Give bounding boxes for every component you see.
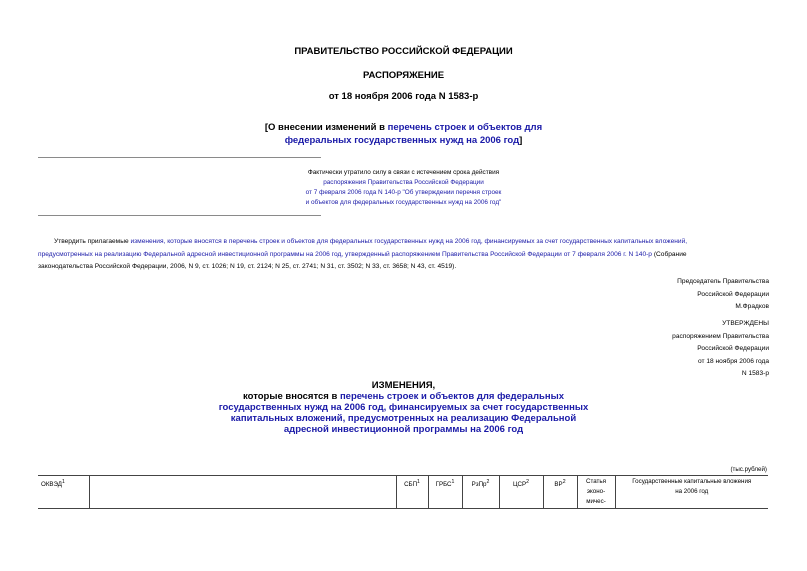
col-rzpr-footnote: 2 <box>486 479 490 485</box>
col-article-l3: мичес- <box>586 498 606 505</box>
status-note <box>200 168 607 208</box>
divider-top <box>38 157 321 158</box>
changes-link-line2[interactable]: государственных нужд на 2006 год, финансируемых за счет государственных <box>218 402 589 413</box>
col-csr-footnote: 2 <box>526 479 530 485</box>
status-note-link2[interactable]: от 7 февраля 2006 года N 140-р "Об утверждении перечня строек <box>305 189 502 196</box>
col-article-l1: Статья <box>586 478 606 485</box>
col-grbs: ГРБС$^1$ <box>428 476 462 509</box>
col-invest <box>615 476 768 509</box>
title-bracket-close: ] <box>519 135 523 146</box>
table-header-bottom <box>38 509 768 510</box>
col-okved-footnote: 1 <box>61 479 65 485</box>
signature-block <box>677 276 769 314</box>
col-grbs-footnote: 1 <box>451 479 455 485</box>
signature-line1: Председатель Правительства <box>677 278 769 285</box>
col-invest-l1: Государственные капитальные вложения <box>632 478 752 485</box>
col-vr: $ВР^2$ <box>543 476 577 509</box>
body-link-changes[interactable]: изменения, которые вносятся в перечень строек и объектов для федеральных государственных нужд на 2006 год, финансируемых за счет государственных капитальных вложений, <box>130 238 688 245</box>
approval-block <box>672 318 769 381</box>
title-bracket-open: [О внесении изменений в <box>264 122 388 133</box>
changes-prefix: которые вносятся в <box>243 391 340 402</box>
title-link-line1[interactable]: перечень строек и объектов для <box>387 122 543 133</box>
col-sbp-footnote: 1 <box>417 479 420 485</box>
changes-heading <box>0 380 807 435</box>
changes-link-line4[interactable]: адресной инвестиционной программы на 2006 год <box>283 424 524 435</box>
approval-line3: Российской Федерации <box>697 345 769 353</box>
body-paragraph <box>38 236 768 274</box>
body-lead: Утвердить прилагаемые <box>54 238 131 245</box>
status-note-line1: Фактически утратило силу в связи с истечением срока действия <box>307 169 500 176</box>
body-tail1: (Собрание <box>651 250 687 258</box>
body-tail2: законодательства Российской Федерации, 2006, N 9, ст. 1026; N 19, ст. 2124; N 25, ст. 2741; N 31, ст. 3502; N 33, ст. 3658; N 43, ст. 4519). <box>38 263 457 271</box>
col-rzpr: РзПр$^2$ <box>462 476 499 509</box>
col-name <box>89 476 396 509</box>
changes-title: ИЗМЕНЕНИЯ, <box>371 380 436 391</box>
col-sbp: СБП$^1$ <box>396 476 428 509</box>
government-name: ПРАВИТЕЛЬСТВО РОССИЙСКОЙ ФЕДЕРАЦИИ <box>294 46 513 57</box>
approval-line5: N 1583-р <box>741 370 769 378</box>
document-title <box>0 121 807 147</box>
col-invest-l2: на 2006 год <box>675 488 709 495</box>
signature-name: М.Фрадков <box>735 303 769 311</box>
changes-line1 <box>0 391 807 402</box>
col-article-l2: эконо- <box>586 488 606 495</box>
approval-line4: от 18 ноября 2006 года <box>698 357 769 365</box>
signature-line2: Российской Федерации <box>697 290 769 298</box>
body-line2 <box>38 249 768 262</box>
status-note-link3[interactable]: и объектов для федеральных государственных нужд на 2006 год" <box>305 199 502 206</box>
changes-link-line3[interactable]: капитальных вложений, предусмотренных на реализацию Федеральной <box>230 413 577 424</box>
changes-link-line1[interactable]: перечень строек и объектов для федеральных <box>339 391 564 402</box>
col-article <box>577 476 615 509</box>
body-line1 <box>38 236 768 249</box>
col-okved: ОКВЭД$^1$ <box>38 476 89 509</box>
status-note-link1[interactable]: распоряжения Правительства Российской Федерации <box>323 179 484 186</box>
title-link-line2[interactable]: федеральных государственных нужд на 2006 год <box>284 135 520 146</box>
table-header-row <box>38 476 768 509</box>
col-vr-footnote: 2 <box>562 479 566 485</box>
divider-bottom <box>38 215 321 216</box>
body-link-continuation[interactable]: предусмотренных на реализацию Федеральной адресной инвестиционной программы на 2006 год, утвержденный распоряжением Правительства Российской Федерации от 7 февраля 2006 г. N 140-р <box>38 250 652 258</box>
changes-table <box>38 475 768 509</box>
approval-line1: УТВЕРЖДЕНЫ <box>722 320 769 327</box>
units-label: (тыс.рублей) <box>730 466 767 473</box>
col-csr: ЦСР$^2$ <box>499 476 543 509</box>
document-type: РАСПОРЯЖЕНИЕ <box>362 70 445 81</box>
document-date-number: от 18 ноября 2006 года N 1583-р <box>328 91 479 102</box>
approval-line2: распоряжением Правительства <box>672 332 769 340</box>
